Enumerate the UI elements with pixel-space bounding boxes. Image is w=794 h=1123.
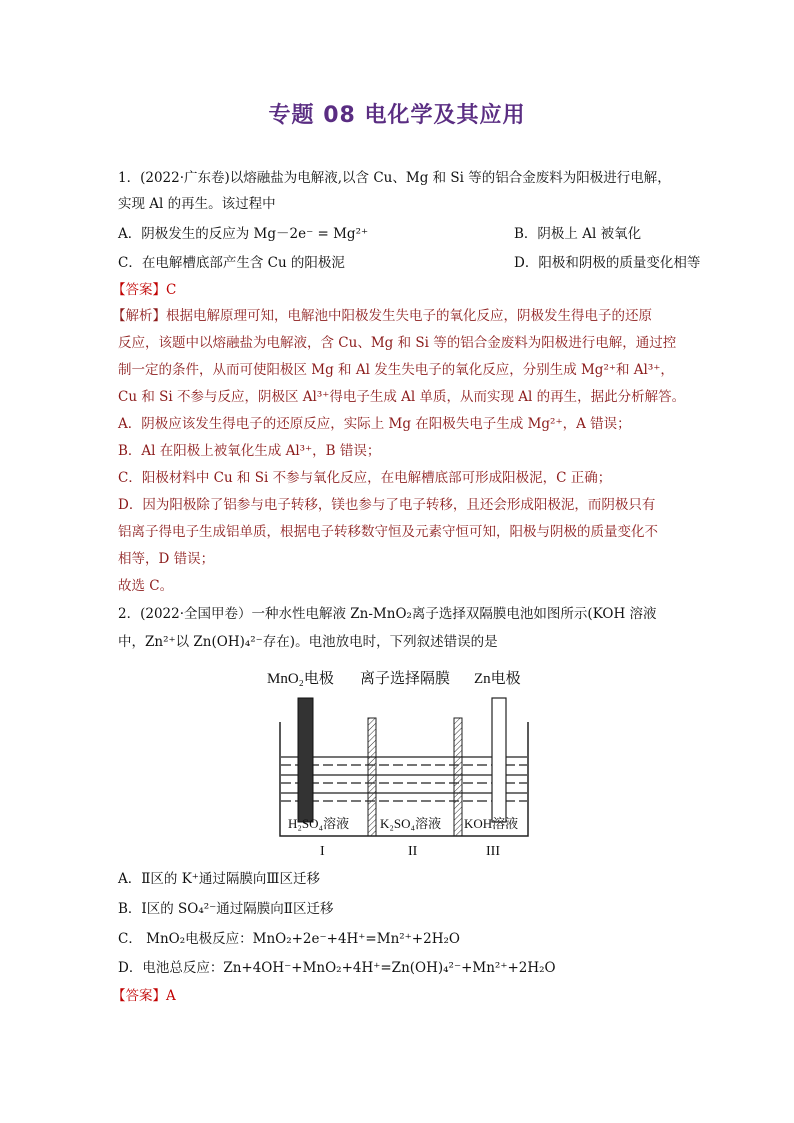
q2-option-d: D．电池总反应：Zn+4OH⁻+MnO₂+4H⁺=Zn(OH)₄²⁻+Mn²⁺+2H₂O: [118, 960, 556, 976]
mno2-electrode: [298, 698, 313, 822]
label-ion-membrane: 离子选择隔膜: [360, 671, 451, 687]
q2-stem-line1: 2．(2022·全国甲卷）一种水性电解液 Zn-MnO₂离子选择双隔膜电池如图所示(KOH 溶液: [118, 606, 657, 622]
analysis-tag: 【解析】: [112, 308, 166, 324]
q1-stem-line1: 1．(2022·广东卷)以熔融盐为电解液,以含 Cu、Mg 和 Si 等的铝合金废料为阳极进行电解，: [118, 170, 671, 186]
page-title: 专题 08 电化学及其应用: [268, 103, 526, 128]
q1-option-b: B．阴极上 Al 被氧化: [514, 226, 642, 242]
zone-label-1: I: [320, 844, 325, 859]
q1-analysis-line-8: 铝离子得电子生成铝单质，根据电子转移数守恒及元素守恒可知，阳极与阴极的质量变化不: [118, 524, 658, 540]
q1-option-d: D．阳极和阴极的质量变化相等: [514, 255, 701, 271]
q1-answer: [112, 280, 672, 300]
zone-label-3: III: [486, 844, 500, 859]
q1-analysis-line-6: C．阳极材料中 Cu 和 Si 不参与氧化反应，在电解槽底部可形成阳极泥，C 正确；: [118, 470, 612, 486]
answer-value: A: [166, 988, 176, 1004]
q1-analysis-line-0: [112, 306, 672, 326]
q1-analysis-line-10: 故选 C。: [118, 578, 174, 594]
solution-label-2: K₂SO₄溶液: [380, 816, 442, 831]
analysis-text: 根据电解原理可知，电解池中阳极发生失电子的氧化反应，阴极发生得电子的还原: [166, 308, 652, 324]
answer-tag: 【答案】: [112, 282, 166, 298]
answer-tag: 【答案】: [112, 988, 166, 1004]
zn-electrode: [492, 698, 506, 822]
q1-analysis-line-7: D．因为阳极除了铝参与电子转移，镁也参与了电子转移，且还会形成阳极泥，而阴极只有: [118, 497, 656, 513]
q1-option-c: C．在电解槽底部产生含 Cu 的阳极泥: [118, 255, 345, 271]
q1-analysis-line-9: 相等，D 错误；: [118, 551, 215, 567]
q2-option-a: A．Ⅱ区的 K⁺通过隔膜向Ⅲ区迁移: [118, 871, 320, 887]
q2-option-b: B．Ⅰ区的 SO₄²⁻通过隔膜向Ⅱ区迁移: [118, 901, 334, 917]
q2-option-c: C． MnO₂电极反应：MnO₂+2e⁻+4H⁺=Mn²⁺+2H₂O: [118, 931, 460, 947]
membrane-right: [454, 718, 462, 836]
q1-analysis-line-5: B．Al 在阳极上被氧化生成 Al³⁺，B 错误；: [118, 443, 381, 459]
q1-option-a: A．阴极发生的反应为 Mg－2e⁻ = Mg²⁺: [118, 226, 369, 242]
q1-analysis-line-2: 制一定的条件，从而可使阳极区 Mg 和 Al 发生失电子的氧化反应，分别生成 Mg²⁺和 Al³⁺，: [118, 362, 674, 378]
membrane-left: [368, 718, 376, 836]
q1-option-row-1: [118, 224, 678, 244]
q1-analysis-line-3: Cu 和 Si 不参与反应，阴极区 Al³⁺得电子生成 Al 单质，从而实现 Al 的再生，据此分析解答。: [118, 389, 686, 405]
q1-stem-line2: 实现 Al 的再生。该过程中: [118, 196, 276, 212]
answer-value: C: [166, 282, 177, 298]
electrolyte-liquid: [281, 757, 527, 801]
solution-label-1: H₂SO₄溶液: [288, 816, 350, 831]
q2-answer: [112, 986, 672, 1006]
solution-label-3: KOH溶液: [464, 816, 519, 831]
q2-stem-line2: 中，Zn²⁺以 Zn(OH)₄²⁻存在)。电池放电时，下列叙述错误的是: [118, 634, 498, 650]
label-zn-electrode: Zn电极: [474, 671, 521, 687]
zone-label-2: II: [408, 844, 418, 859]
label-mno2-electrode: MnO₂电极: [267, 671, 334, 687]
q1-analysis-line-4: A．阴极应该发生得电子的还原反应，实际上 Mg 在阳极失电子生成 Mg²⁺，A 错误；: [118, 416, 631, 432]
battery-diagram: [250, 662, 550, 862]
q1-analysis-line-1: 反应，该题中以熔融盐为电解液，含 Cu、Mg 和 Si 等的铝合金废料为阳极进行电解，通过控: [118, 335, 677, 351]
q1-option-row-2: [118, 253, 701, 273]
